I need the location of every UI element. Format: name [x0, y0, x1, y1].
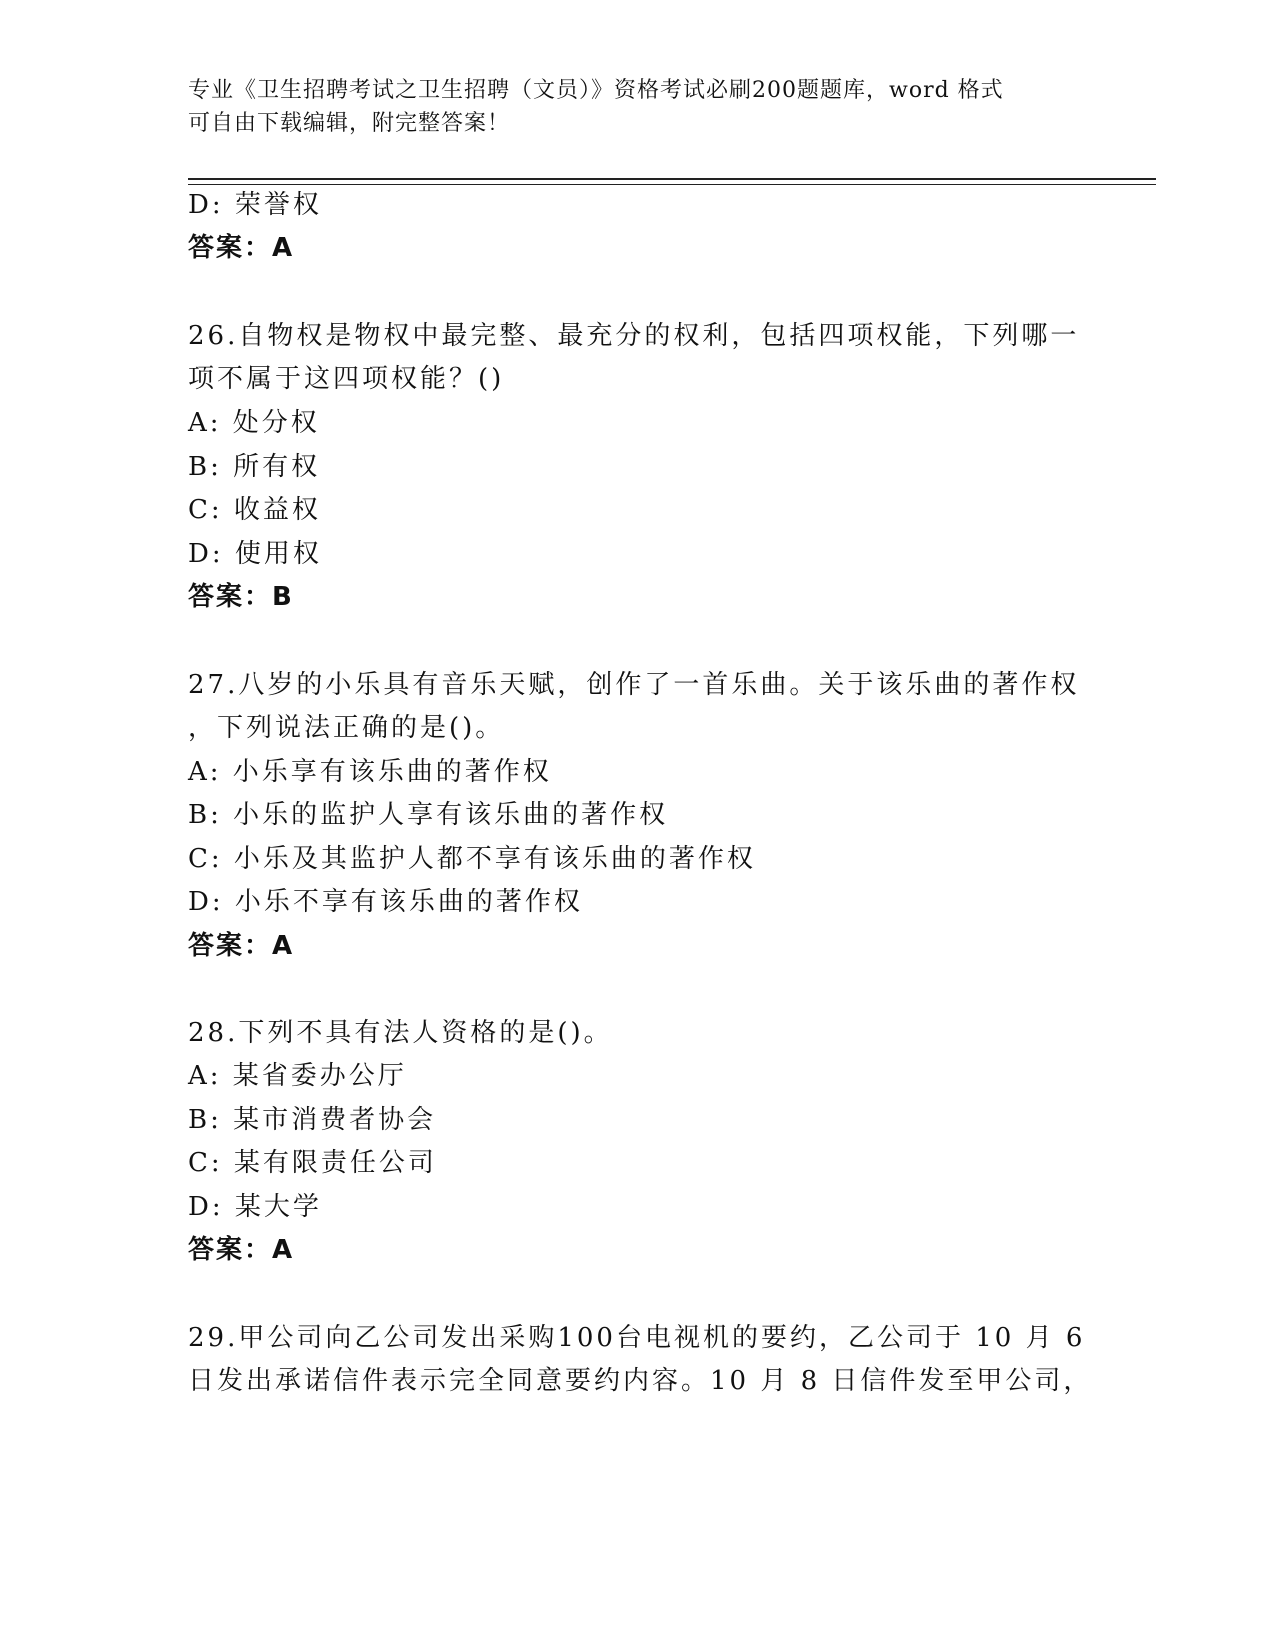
- q27-stem-line-2: ，下列说法正确的是()。: [188, 713, 505, 743]
- q27-option-c: C: 小乐及其监护人都不享有该乐曲的著作权: [188, 844, 756, 874]
- q29-stem-line-1: 29.甲公司向乙公司发出采购100台电视机的要约，乙公司于 10 月 6: [188, 1323, 1086, 1353]
- header-line-1: 专业《卫生招聘考试之卫生招聘（文员）》资格考试必刷200题题库，word 格式: [188, 78, 1004, 103]
- q25-option-d: D: 荣誉权: [188, 190, 322, 220]
- page-header: [188, 74, 1088, 140]
- q26-stem-line-2: 项不属于这四项权能？(): [188, 364, 505, 394]
- q27-option-d: D: 小乐不享有该乐曲的著作权: [188, 887, 583, 917]
- q27-option-b: B: 小乐的监护人享有该乐曲的著作权: [188, 800, 669, 830]
- header-rule-thin: [188, 184, 1156, 185]
- q26-option-b: B: 所有权: [188, 452, 321, 482]
- q27-option-a: A: 小乐享有该乐曲的著作权: [188, 757, 552, 787]
- q25-answer: 答案：A: [188, 233, 295, 263]
- q27-answer: 答案：A: [188, 931, 295, 961]
- q28-answer: 答案：A: [188, 1235, 295, 1265]
- q26-option-c: C: 收益权: [188, 495, 321, 525]
- header-rule-thick: [188, 178, 1156, 180]
- q26-option-d: D: 使用权: [188, 539, 322, 569]
- q28-stem-line-1: 28.下列不具有法人资格的是()。: [188, 1018, 613, 1048]
- q28-option-d: D: 某大学: [188, 1192, 322, 1222]
- header-line-2: 可自由下载编辑，附完整答案！: [188, 111, 511, 136]
- q26-stem-line-1: 26.自物权是物权中最完整、最充分的权利，包括四项权能，下列哪一: [188, 321, 1080, 351]
- q26-answer: 答案：B: [188, 582, 294, 612]
- q27-stem-line-1: 27.八岁的小乐具有音乐天赋，创作了一首乐曲。关于该乐曲的著作权: [188, 670, 1080, 700]
- q28-option-b: B: 某市消费者协会: [188, 1105, 437, 1135]
- q29-stem-line-2: 日发出承诺信件表示完全同意要约内容。10 月 8 日信件发至甲公司，: [188, 1366, 1093, 1396]
- q28-option-c: C: 某有限责任公司: [188, 1148, 437, 1178]
- q28-option-a: A: 某省委办公厅: [188, 1061, 407, 1091]
- q26-option-a: A: 处分权: [188, 408, 320, 438]
